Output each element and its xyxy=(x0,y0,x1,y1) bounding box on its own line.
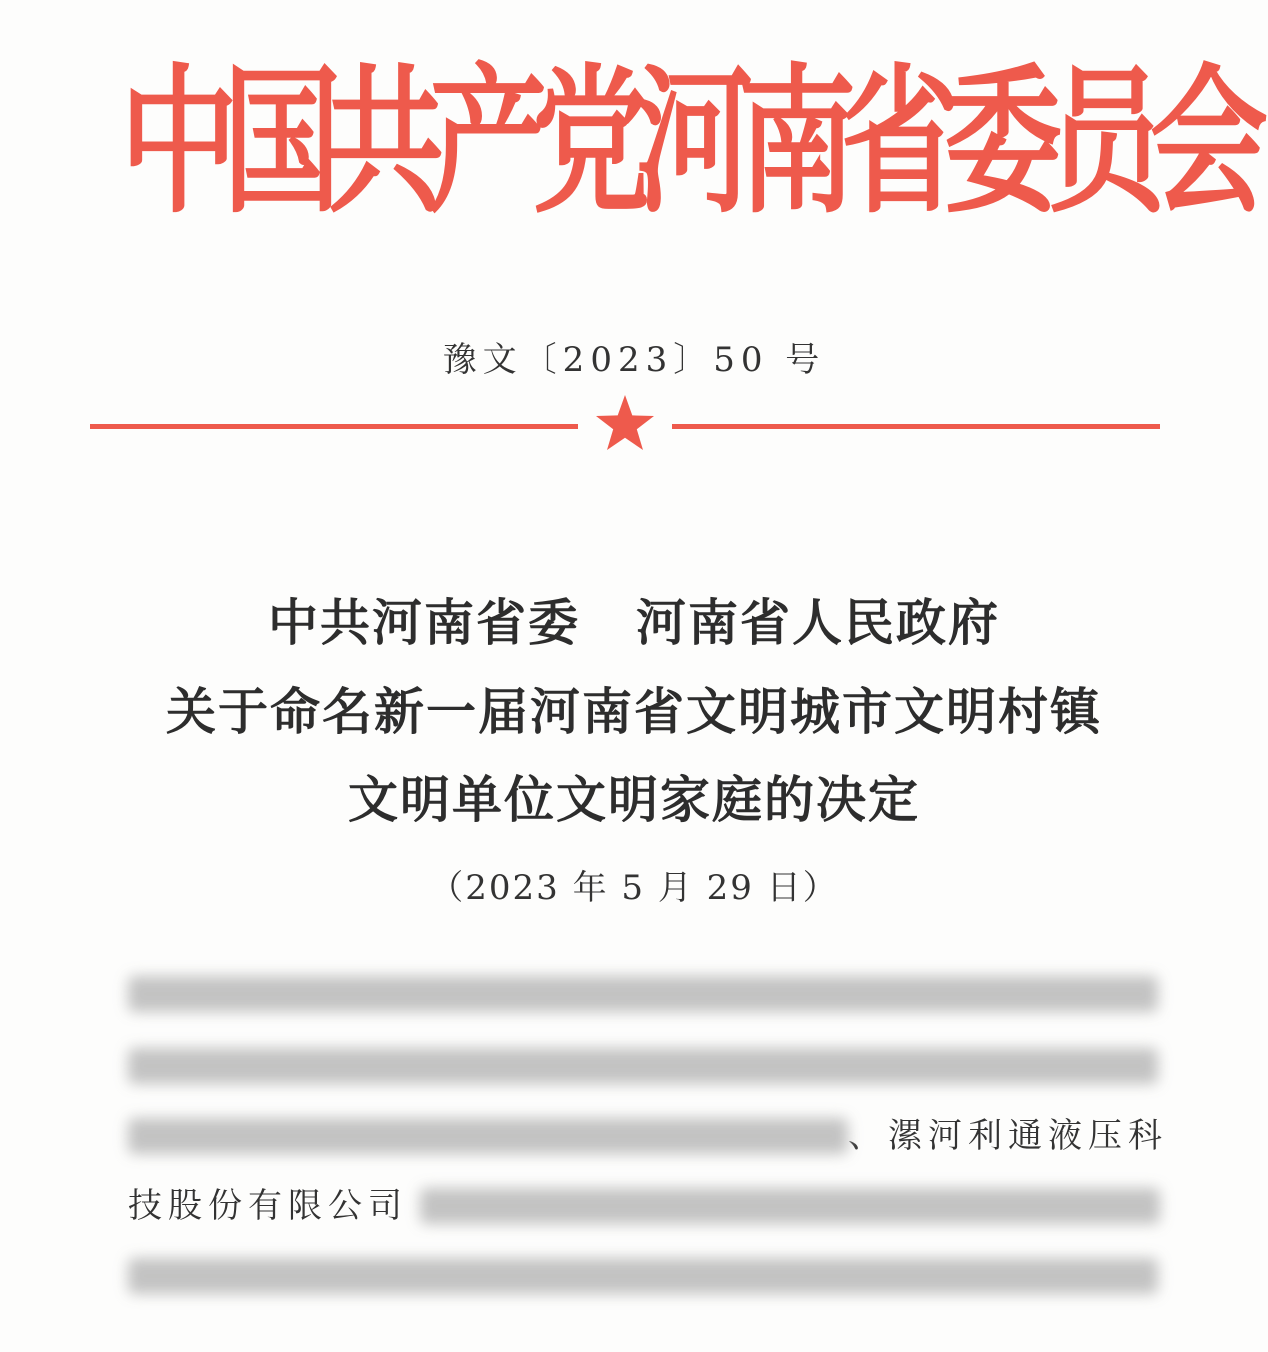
masthead-title xyxy=(120,24,1268,260)
body-line-partial xyxy=(128,1180,1158,1228)
title-line-1 xyxy=(0,583,1268,655)
body-line-partial xyxy=(128,1110,1168,1158)
red-rule-left xyxy=(90,424,578,429)
title-line-3: 文明单位文明家庭的决定 xyxy=(348,771,920,829)
title-issuer-government: 河南省人民政府 xyxy=(636,594,1000,652)
body-line-blurred xyxy=(128,1250,1158,1298)
masthead-char: 会 xyxy=(1150,48,1268,235)
title-line-2: 关于命名新一届河南省文明城市文明村镇 xyxy=(166,683,1102,741)
red-star-icon xyxy=(594,393,656,455)
masthead-char: 共 xyxy=(326,48,445,235)
redacted-text xyxy=(128,1048,1158,1084)
masthead-char: 员 xyxy=(1047,48,1166,235)
masthead-char: 党 xyxy=(532,48,651,235)
masthead-char: 中 xyxy=(120,48,239,235)
body-visible-text: 、漯河利通液压科 xyxy=(848,1116,1168,1156)
title-issuer-party: 中共河南省委 xyxy=(268,594,580,652)
body-line-blurred xyxy=(128,968,1158,1016)
masthead-char: 产 xyxy=(429,48,548,235)
masthead-char: 委 xyxy=(944,48,1063,235)
masthead-char: 河 xyxy=(635,48,754,235)
redacted-text xyxy=(420,1188,1160,1224)
masthead-char: 国 xyxy=(223,48,342,235)
red-rule-right xyxy=(672,424,1160,429)
masthead-char: 省 xyxy=(841,48,960,235)
body-visible-text: 技股份有限公司 xyxy=(128,1186,408,1226)
issue-date: （2023 年 5 月 29 日） xyxy=(429,868,839,908)
masthead-char: 南 xyxy=(738,48,857,235)
document-number: 豫文〔2023〕50 号 xyxy=(442,340,826,380)
redacted-text xyxy=(128,976,1158,1012)
body-line-blurred xyxy=(128,1040,1158,1088)
redacted-text xyxy=(128,1118,848,1154)
redacted-text xyxy=(128,1258,1158,1294)
